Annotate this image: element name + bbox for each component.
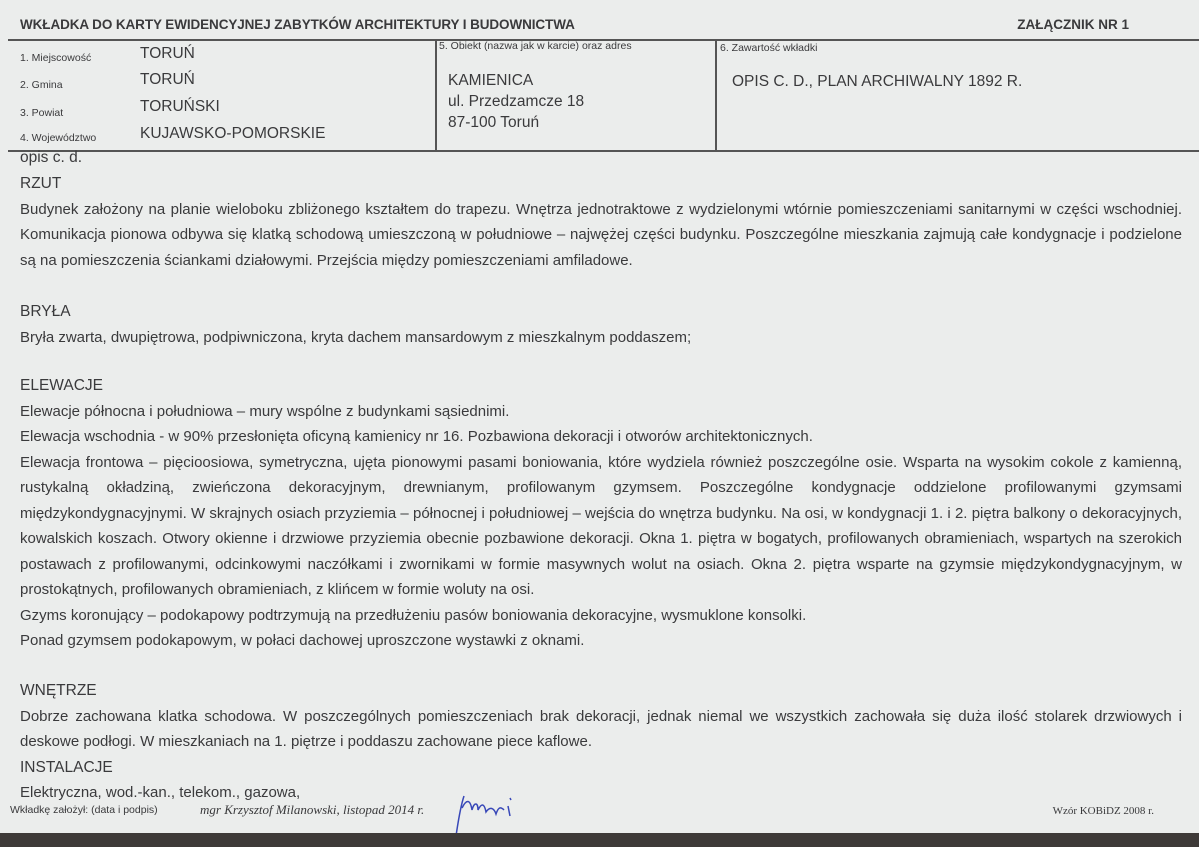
section-interior: [20, 678, 1182, 755]
field-value-voivodeship: KUJAWSKO-POMORSKIE: [140, 125, 326, 142]
paragraph: Bryła zwarta, dwupiętrowa, podpiwniczona, kryta dachem mansardowym z mieszkalnym poddaszem;: [20, 328, 692, 346]
paragraph: Gzyms koronujący – podokapowy podtrzymują na przedłużeniu pasów boniowania dekoracyjne, wysmuklone konsolki.: [20, 606, 807, 624]
paragraph: Elewacja wschodnia - w 90% przesłonięta oficyną kamienicy nr 16. Pozbawiona dekoracji i otworów architektonicznych.: [20, 428, 813, 445]
paragraph: Elektryczna, wod.-kan., telekom., gazowa,: [20, 784, 301, 801]
template-version: Wzór KOBiDZ 2008 r.: [1052, 805, 1154, 817]
description-intro: opis c. d.: [20, 149, 83, 166]
section-heading: BRYŁA: [20, 303, 71, 320]
field-label-voivodeship: 4. Województwo: [20, 132, 97, 144]
paragraph: Elewacja frontowa – pięcioosiowa, symetryczna, ujęta pionowymi pasami boniowania, które wydziela również poszczególne osie. Wsparta na wysokim cokole z kamienną, rustykalną okładziną, zwieńczona dekoracyjnym, drewnianym, profilowanym gzymsem. Poszczególne kondygnacje oddzielone profilowanymi gzymsami międzykondygnacyjnymi. W skrajnych osiach przyziemia – północnej i południowej – wejścia do wnętrza budynku. Na osi, w kondygnacji 1. i 2. piętra balkony o dekoracyjnych, kowalskich koszach. Otwory okienne i drzwiowe przyziemia obecnie pozbawione dekoracji. Okna 1. piętra w bogatych, profilowanych obramieniach, wspartych na szerokich postawach z profilowanymi, odcinkowymi naczółkami i zwornikami w formie masywnych wolut na osiach. Okna 2. piętra wsparte na gzymsie międzykondygnacyjnym, w prostokątnych, profilowanych obramieniach, z klińcem w formie woluty na osi.: [20, 453, 1182, 598]
field-label-locality: 1. Miejscowość: [20, 52, 92, 64]
object-label: 5. Obiekt (nazwa jak w karcie) oraz adres: [439, 40, 632, 52]
author-label: Wkładkę założył: (data i podpis): [10, 804, 158, 816]
author-name: mgr Krzysztof Milanowski, listopad 2014 r.: [200, 802, 425, 817]
object-street: ul. Przedzamcze 18: [448, 93, 585, 110]
field-value-locality: TORUŃ: [140, 45, 195, 62]
annex-number: ZAŁĄCZNIK NR 1: [1017, 17, 1129, 32]
object-name: KAMIENICA: [448, 72, 534, 89]
field-label-commune: 2. Gmina: [20, 79, 63, 91]
paragraph: Elewacje północna i południowa – mury wspólne z budynkami sąsiednimi.: [20, 402, 510, 420]
field-value-district: TORUŃSKI: [140, 98, 220, 115]
section-plan: [20, 171, 1182, 273]
contents-value: OPIS C. D., PLAN ARCHIWALNY 1892 R.: [732, 73, 1023, 90]
field-label-district: 3. Powiat: [20, 107, 64, 119]
section-heading: ELEWACJE: [20, 377, 103, 394]
section-installations: [20, 755, 1182, 805]
section-heading: RZUT: [20, 175, 62, 192]
section-massing: [20, 299, 1182, 350]
field-value-commune: TORUŃ: [140, 71, 195, 88]
section-heading: INSTALACJE: [20, 759, 113, 776]
paragraph: Dobrze zachowana klatka schodowa. W poszczególnych pomieszczeniach brak dekoracji, jednak niemal we wszystkich zachowała się duża ilość stolarek drzwiowych i deskowe podłogi. W mieszkaniach na 1. piętrze i poddaszu zachowane piece kaflowe.: [20, 707, 1182, 750]
document-title: WKŁADKA DO KARTY EWIDENCYJNEJ ZABYTKÓW ARCHITEKTURY I BUDOWNICTWA: [20, 17, 575, 32]
section-heading: WNĘTRZE: [20, 682, 97, 699]
object-city: 87-100 Toruń: [448, 114, 540, 131]
paragraph: Budynek założony na planie wieloboku zbliżonego kształtem do trapezu. Wnętrza jednotraktowe z wydzielonymi wtórnie pomieszczeniami sanitarnymi w części wschodniej. Komunikacja pionowa odbywa się klatką schodową umieszczoną w południowe – najwężej części budynku. Poszczególne mieszkania zajmują całe kondygnacje i podzielone są na pomieszczenia ściankami działowymi. Przejścia między pomieszczeniami amfiladowe.: [20, 200, 1182, 269]
column-divider: [435, 40, 437, 150]
section-elevations: [20, 373, 1182, 654]
header-divider-bottom: [8, 150, 1199, 152]
scan-edge: [0, 833, 1199, 847]
paragraph: Ponad gzymsem podokapowym, w połaci dachowej uproszczone wystawki z oknami.: [20, 632, 585, 649]
column-divider: [715, 40, 717, 150]
contents-label: 6. Zawartość wkładki: [720, 42, 818, 54]
